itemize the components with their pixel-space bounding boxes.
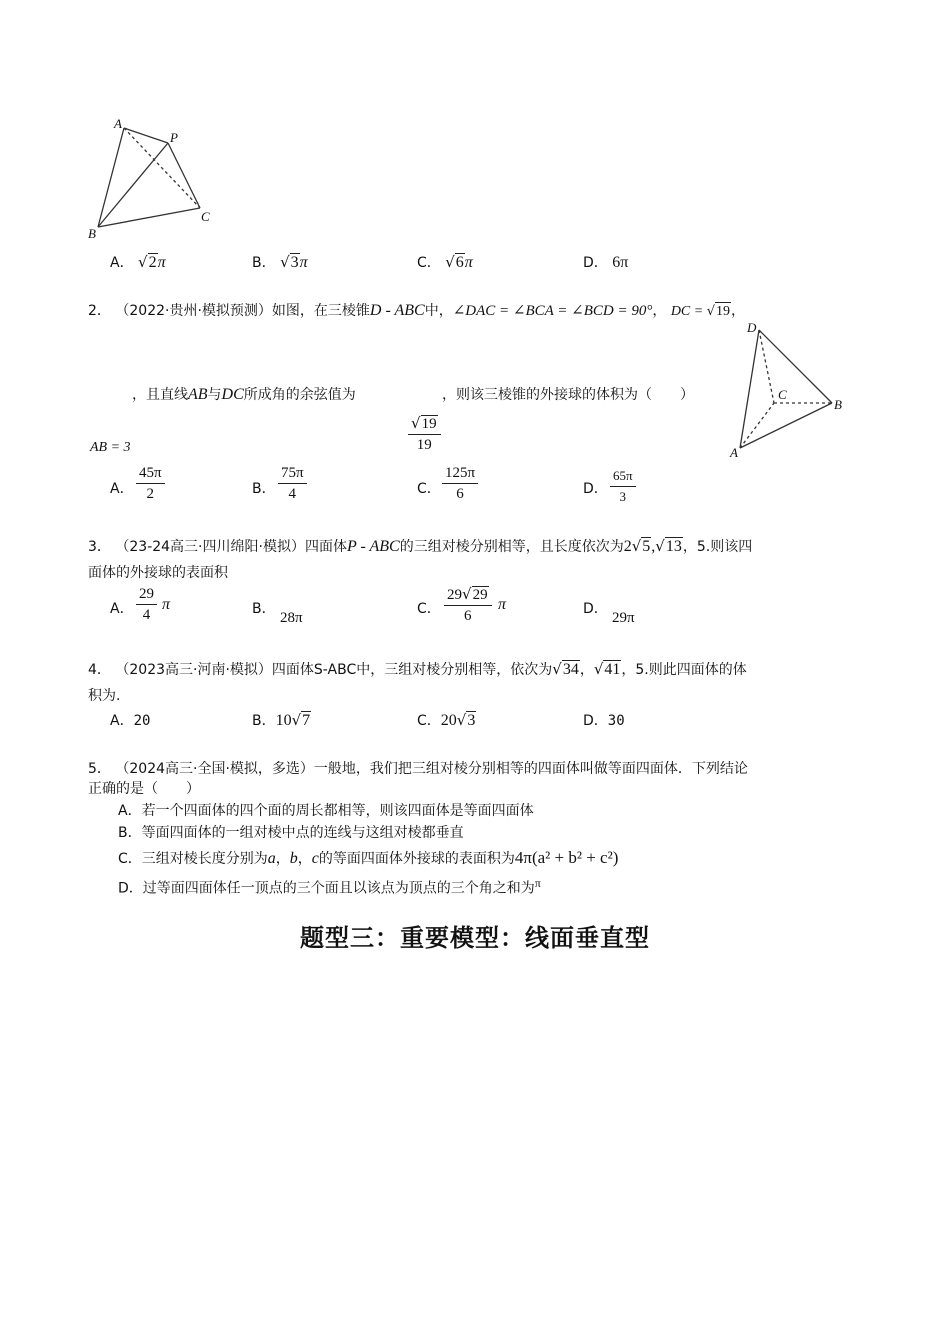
surface-area-formula: 4π(a² + b² + c²) [514,848,619,867]
q4-option-c[interactable]: C．20√3 [417,711,476,729]
q4-stem-line1: 4． （2023高三·河南·模拟）四面体S-ABC中，三组对棱分别相等，依次为√34，√41，5.则此四面体的体 [88,660,747,678]
question-source: （23-24高三·四川绵阳·模拟） [115,539,305,555]
option-letter: B． [252,255,276,271]
q1-label-c: C [201,209,210,224]
question-number: 3． [88,539,111,555]
q2-option-a[interactable]: A． [110,481,134,497]
q2-stem-line2b: ，则该三棱锥的外接球的体积为（ ） [442,387,694,403]
q3-option-a-value: $\frac{29}{4}$ [136,584,157,625]
question-source: （2022·贵州·模拟预测） [115,303,272,319]
option-letter: D． [583,255,608,271]
section-title: 题型三：重要模型：线面垂直型 [300,924,650,952]
q3-option-b[interactable]: B． [252,601,276,617]
q2-option-d[interactable]: D． [583,481,608,497]
q2-cosine-fraction: $\frac{√19}{19}$ [408,413,441,455]
q1-option-d[interactable] [583,252,628,272]
q3-option-c[interactable]: C． [417,601,441,617]
q5-option-c[interactable]: C．三组对棱长度分别为a，b，c的等面四面体外接球的表面积为4π(a² + b² + c²) [118,848,619,867]
q3-option-a[interactable]: A． [110,601,134,617]
q2-tetrahedron-figure [724,318,854,463]
option-letter: C． [417,255,441,271]
option-value: √2π [138,253,166,271]
q5-option-b[interactable]: B．等面四面体的一组对棱中点的连线与这组对棱都垂直 [118,825,464,841]
q1-label-a: A [114,116,122,131]
q2-stem-line1: 2． （2022·贵州·模拟预测）如图，在三棱锥D - ABC中，∠DAC = ∠BCA = ∠BCD = 90°， DC = √19， [88,302,746,319]
q1-option-a[interactable] [110,252,166,272]
q2-option-d-value: $\frac{65\pi}{3}$ [610,466,636,507]
q4-option-b[interactable]: B．10√7 [252,711,311,729]
q2-label-b: B [834,397,842,412]
option-value: √6π [445,253,473,271]
q3-option-d-value: 29π [612,610,635,626]
option-value: √3π [280,253,308,271]
question-number: 5． [88,761,111,777]
q2-option-b[interactable]: B． [252,481,276,497]
q2-option-c-value: $\frac{125\pi}{6}$ [442,463,478,504]
q4-stem-line2: 积为. [88,688,121,704]
q3-option-b-value: 28π [280,610,303,626]
q3-option-a-pi: π [162,596,171,613]
q2-ab-equation: AB = 3 [90,440,131,455]
question-number: 4． [88,662,111,678]
q5-option-d[interactable]: D．过等面四面体任一顶点的三个面且以该点为顶点的三个角之和为π [118,876,541,897]
q2-stem-line2a: ，且直线AB与DC所成角的余弦值为 [132,386,356,403]
option-value: 6π [612,254,629,271]
q1-tetrahedron-figure [80,110,230,245]
q2-label-a: A [730,445,738,460]
option-letter: A． [110,255,134,271]
q3-option-c-value: $\frac{29√29}{6}$ [444,584,492,626]
question-source: （2024高三·全国·模拟，多选） [115,761,314,777]
q1-option-b[interactable] [252,252,308,272]
q1-label-p: P [170,130,178,145]
q1-label-b: B [88,226,96,241]
q2-label-c: C [778,387,787,402]
q1-option-c[interactable] [417,252,473,272]
question-number: 2． [88,303,111,319]
q2-option-b-value: $\frac{75\pi}{4}$ [278,463,307,504]
q3-stem-line2: 面体的外接球的表面积 [88,565,228,581]
q4-option-d[interactable]: D．30 [583,713,625,729]
q2-option-a-value: $\frac{45\pi}{2}$ [136,463,165,504]
q3-option-d[interactable]: D． [583,601,608,617]
q2-label-d: D [747,320,757,335]
question-source: （2023高三·河南·模拟） [115,662,272,678]
q5-stem-line2: 正确的是（ ） [88,781,200,797]
q3-option-c-pi: π [498,596,507,613]
q3-stem-line1: 3． （23-24高三·四川绵阳·模拟）四面体P - ABC的三组对棱分别相等，且长度依次为2√5,√13，5.则该四 [88,537,753,555]
q2-option-c[interactable]: C． [417,481,441,497]
q5-stem-line1: 5． （2024高三·全国·模拟，多选）一般地，我们把三组对棱分别相等的四面体叫做等面四面体．下列结论 [88,761,748,777]
q4-option-a[interactable]: A．20 [110,713,151,729]
q5-option-a[interactable]: A．若一个四面体的四个面的周长都相等，则该四面体是等面四面体 [118,803,534,819]
